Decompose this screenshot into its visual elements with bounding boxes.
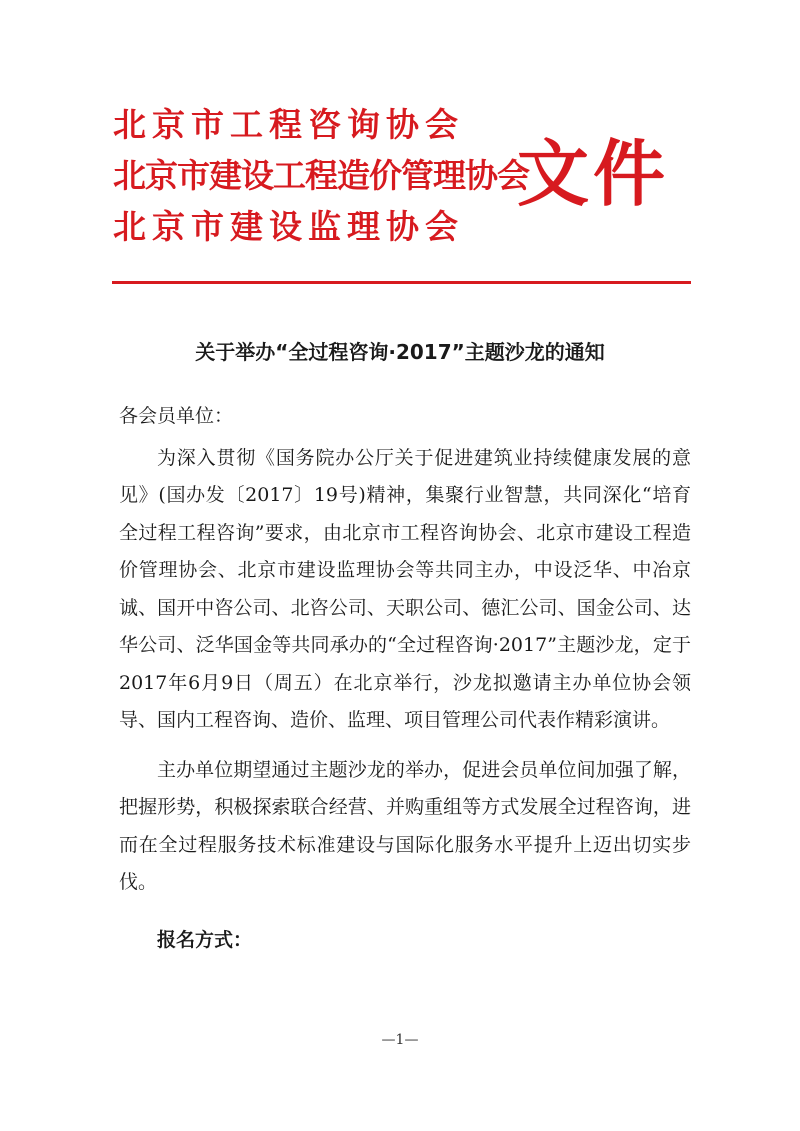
document-header: [113, 102, 713, 262]
issuing-org-2: 北京市建设工程造价管理协会: [113, 156, 529, 195]
page-number: —1—: [381, 1032, 419, 1048]
body-paragraph-1: 为深入贯彻《国务院办公厅关于促进建筑业持续健康发展的意见》(国办发〔2017〕19号)精神，集聚行业智慧，共同深化“培育全过程工程咨询”要求，由北京市工程咨询协会、北京市建设工程造价管理协会、北京市建设监理协会等共同主办，中设泛华、中冶京诚、国开中咨公司、北咨公司、天职公司、德汇公司、国金公司、达华公司、泛华国金等共同承办的“全过程咨询·2017”主题沙龙，定于2017年6月9日（周五）在北京举行，沙龙拟邀请主办单位协会领导、国内工程咨询、造价、监理、项目管理公司代表作精彩演讲。: [119, 446, 691, 731]
registration-section-label: 报名方式：: [157, 928, 253, 951]
document-type-mark: 文件: [517, 132, 670, 216]
issuing-org-1: 北京市工程咨询协会: [113, 105, 464, 144]
header-red-rule: [112, 281, 691, 284]
salutation: 各会员单位：: [119, 405, 234, 427]
notice-title: 关于举办“全过程咨询·2017”主题沙龙的通知: [195, 340, 605, 364]
body-paragraph-2: 主办单位期望通过主题沙龙的举办，促进会员单位间加强了解，把握形势，积极探索联合经营、并购重组等方式发展全过程咨询，进而在全过程服务技术标准建设与国际化服务水平提升上迈出切实步伐。: [119, 758, 691, 893]
issuing-org-3: 北京市建设监理协会: [113, 207, 464, 246]
notice-body: [119, 398, 691, 959]
issuing-organizations: [113, 102, 529, 255]
